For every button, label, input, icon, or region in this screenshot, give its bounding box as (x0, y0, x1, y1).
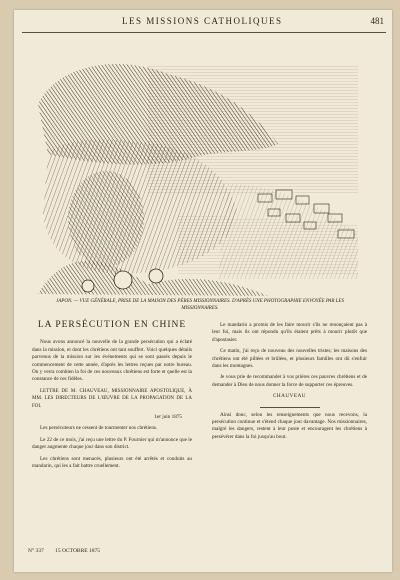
article-title: LA PERSÉCUTION EN CHINE (37, 320, 187, 330)
issue-number: N° 337 (28, 548, 44, 554)
running-header (22, 16, 386, 33)
engraving-illustration (28, 44, 368, 300)
closing-paragraph: Ainsi donc, selon les renseignements que nous recevons, la persécution continue et s'étend chaque jour davantage. Nos missionnaires, malgré les dangers, restent à leur poste et encouragent les chrétiens à persévérer dans la foi jusqu'au bout. (212, 411, 367, 440)
page-footer (28, 548, 384, 554)
landscape-engraving (28, 44, 368, 300)
left-column (32, 322, 192, 475)
right-paragraph-1: Le mandarin a promis de les faire mourir s'ils ne renonçaient pas à leur foi, mais ils ont répondu qu'ils étaient prêts à mourir plutôt que d'apostasier. (212, 322, 367, 343)
section-divider (260, 407, 320, 408)
journal-title: LES MISSIONS CATHOLIQUES (122, 16, 283, 26)
letter-heading: LETTRE DE M. CHAUVEAU, MISSIONNAIRE APOSTOLIQUE, À MM. LES DIRECTEURS DE L'ŒUVRE DE LA PROPAGATION DE LA FOI. (32, 388, 192, 409)
issue-date: 15 OCTOBRE 1875 (55, 548, 100, 554)
paragraph-3: Les chrétiens sont menacés, plusieurs ont été arrêtés et conduits au mandarin, qui les a fait battre cruellement. (32, 455, 192, 470)
article-intro: Nous avons annoncé la nouvelle de la grande persécution qui a éclaté dans la mission, et dont les chrétiens ont tant souffert. Voici quelques détails parvenus de la mission sur les événements qui se sont passés depuis le commencement de cette année, d'après les lettres reçues par notre bureau. On y verra combien la foi de ces nouveaux chrétiens est forte et quelle est la constance de ces fidèles. (32, 339, 192, 383)
paragraph-1: Les persécuteurs ne cessent de tourmenter nos chrétiens. (40, 425, 158, 432)
right-column (212, 322, 367, 445)
large-boulder (68, 171, 144, 267)
signature: CHAUVEAU (272, 393, 307, 400)
letter-date: 1er juin 1875 (154, 414, 182, 421)
page-number: 481 (370, 16, 384, 26)
hill-slope (218, 184, 358, 279)
right-paragraph-2: Ce matin, j'ai reçu de nouveau des nouvelles tristes; les maisons des chrétiens ont été pillées et brûlées, et plusieurs familles ont dû s'enfuir dans les montagnes. (212, 348, 367, 370)
illustration-caption: JAPON. — VUE GÉNÉRALE, PRISE DE LA MAISON DES PÈRES MISSIONNAIRES. D'APRÈS UNE PHOTOGRAPHIE ENVOYÉE PAR LES MISSIONNAIRES. (56, 299, 344, 311)
paragraph-2: Le 22 de ce mois, j'ai reçu une lettre du P. Fournier qui m'annonce que le danger augmente chaque jour dans son district. (32, 436, 192, 451)
right-paragraph-3: Je vous prie de recommander à vos prières ces pauvres chrétiens et de demander à Dieu de nous donner la force de supporter ces épreuves. (212, 374, 367, 388)
